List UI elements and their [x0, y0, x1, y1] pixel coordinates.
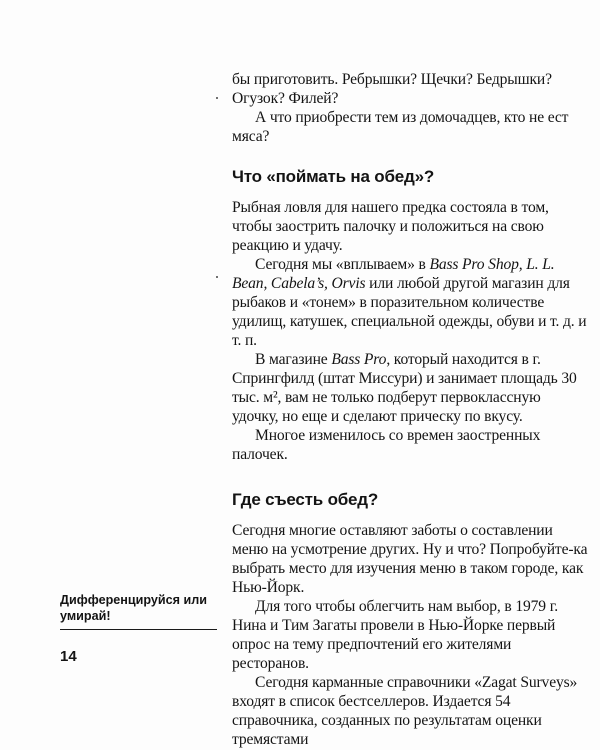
paragraph: Сегодня карманные справочники «Zagat Surveys» входят в список бестселлеров. Издается 54 справочника, созданных по результатам оценки тремястами: [232, 674, 578, 748]
divider: [60, 629, 217, 630]
paragraph: Рыбная ловля для нашего предка состояла в том, чтобы заострить палочку и положиться на свою реакцию и удачу.: [232, 199, 549, 254]
text-run: или любой другой магазин для рыбаков и «тонем» в поразительном количестве удилищ, катушек, специальной одежды, обуви и т. д. и т. п.: [232, 275, 587, 349]
paragraph: Сегодня многие оставляют заботы о составлении меню на усмотрение других. Ну и что? Попробуйте-ка выбрать место для изучения меню в таком городе, как Нью-Йорк.: [232, 522, 588, 596]
paragraph: Для того чтобы облегчить нам выбор, в 1979 г. Нина и Тим Загаты провели в Нью-Йорке первый опрос на тему предпочтений его жителями ресторанов.: [232, 598, 558, 672]
scan-speck: [216, 97, 218, 99]
main-text-column: [232, 70, 588, 749]
paragraph: [232, 350, 588, 426]
text-run: Сегодня мы «вплываем» в: [255, 256, 430, 273]
paragraph: [232, 255, 588, 350]
store-name: Bass Pro: [331, 351, 387, 368]
text-run: В магазине: [255, 351, 332, 368]
page-number: 14: [60, 648, 77, 665]
running-head-title: Дифференцируйся или умирай!: [60, 593, 207, 623]
text-run: , который находится в г. Спрингфилд (штат Миссури) и занимает площадь 30 тыс. м², вам не только подберут первоклассную удочку, но еще и сделают прическу по вкусу.: [232, 351, 577, 425]
scan-speck: [216, 276, 218, 278]
section-heading-where-to-eat: Где съесть обед?: [232, 490, 379, 509]
paragraph: бы приготовить. Ребрышки? Щечки? Бедрышки? Огузок? Филей?: [232, 71, 552, 107]
store-names: Bass Pro Shop, L. L. Bean, Cabela’s, Orvis: [232, 256, 555, 292]
paragraph: А что приобрести тем из домочадцев, кто не ест мяса?: [232, 109, 569, 145]
section-heading-catch-dinner: Что «поймать на обед»?: [232, 167, 435, 186]
paragraph: Многое изменилось со времен заостренных палочек.: [232, 427, 541, 463]
